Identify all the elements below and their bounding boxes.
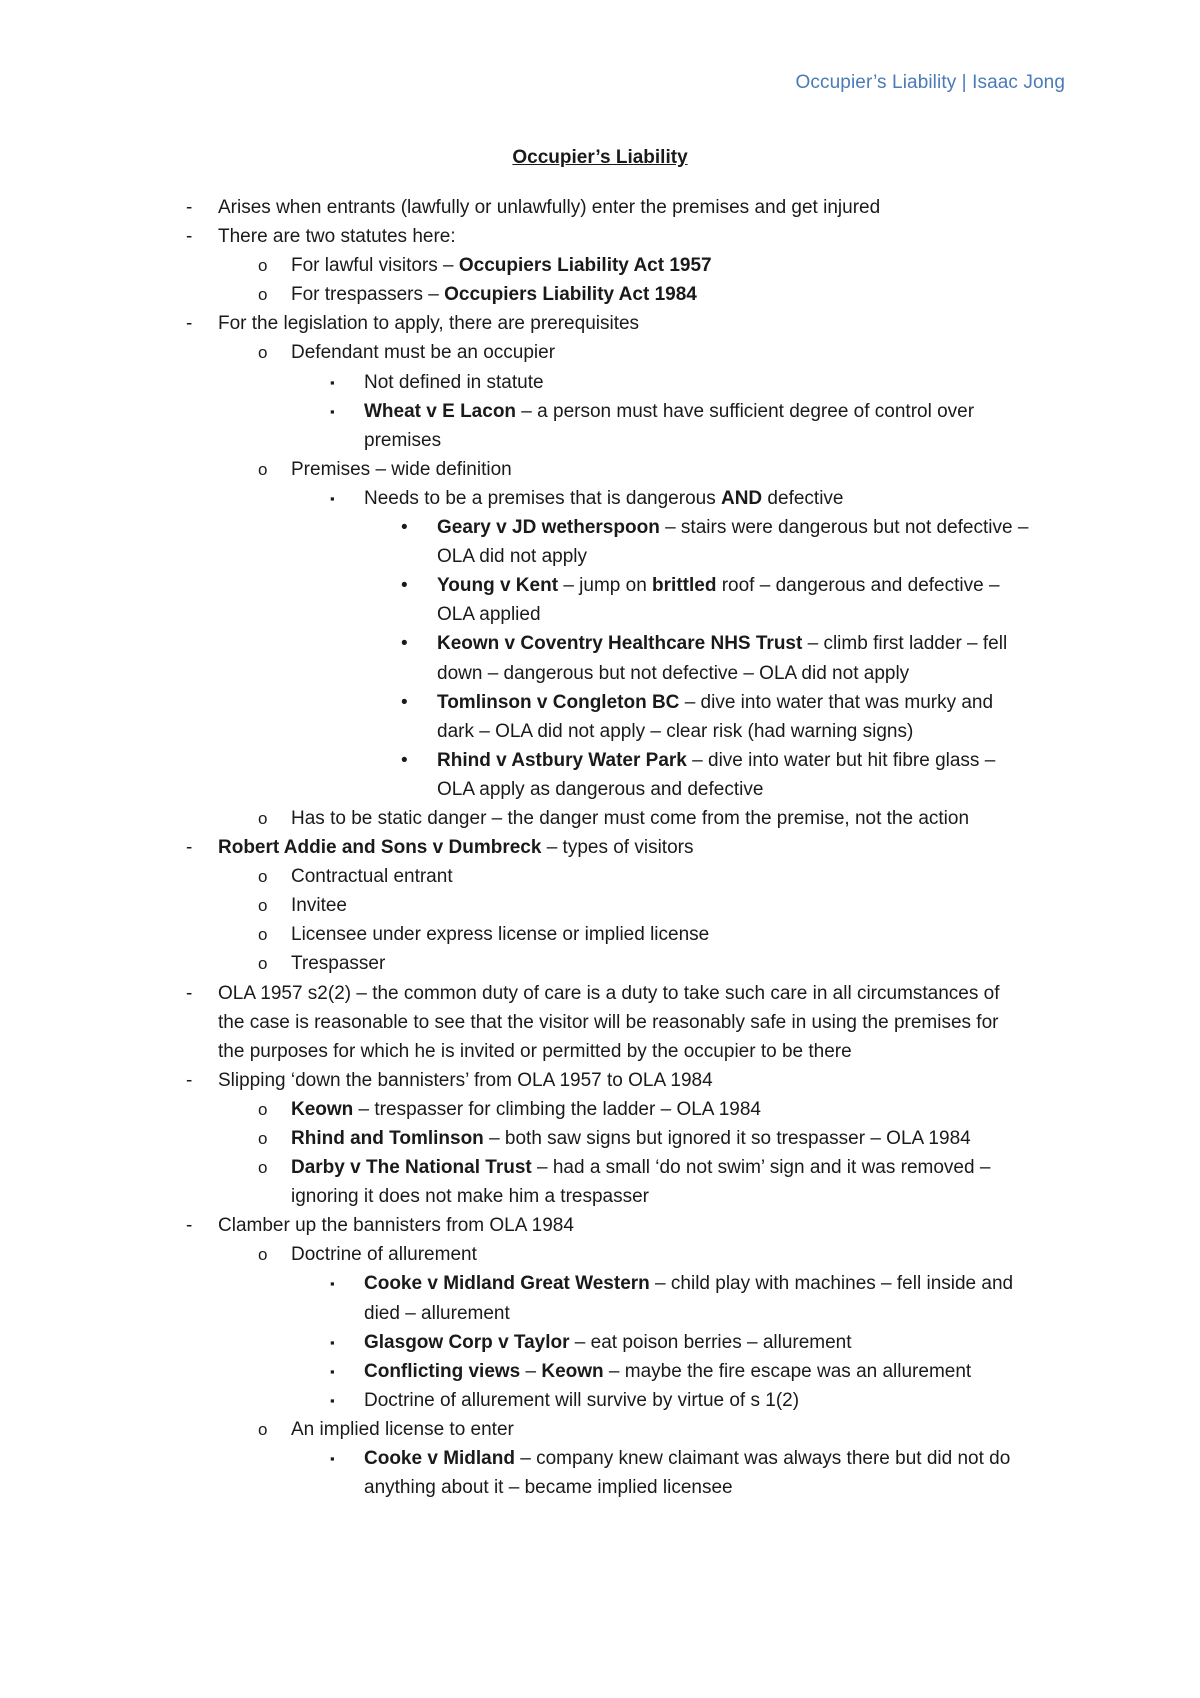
outline-line — [0, 484, 1200, 513]
outline-line — [0, 426, 1200, 455]
line-text — [291, 1415, 514, 1444]
line-text — [218, 979, 1000, 1008]
line-text — [364, 1357, 971, 1386]
line-text — [437, 688, 993, 717]
line-text — [291, 920, 709, 949]
text-run: – dive into water that was murky and — [679, 691, 994, 713]
outline-line — [0, 1211, 1200, 1240]
bullet-marker: ▪ — [330, 403, 335, 419]
bold-text: Geary v JD wetherspoon — [437, 517, 660, 539]
line-text — [218, 193, 880, 222]
line-text — [364, 1386, 799, 1415]
text-run: OLA did not apply — [437, 546, 587, 568]
text-run: Contractual entrant — [291, 866, 453, 888]
text-run: OLA applied — [437, 604, 541, 626]
line-text — [364, 1269, 1013, 1298]
outline-line — [0, 1240, 1200, 1269]
line-text — [437, 717, 913, 746]
line-text — [291, 804, 969, 833]
bullet-marker: o — [258, 1419, 268, 1439]
outline-line — [0, 1328, 1200, 1357]
outline-line — [0, 542, 1200, 571]
text-run: – climb first ladder – fell — [802, 633, 1008, 655]
bullet-marker: o — [258, 925, 268, 945]
text-run: – eat poison berries – allurement — [569, 1331, 852, 1353]
bullet-marker: o — [258, 808, 268, 828]
text-run: – types of visitors — [541, 837, 694, 859]
bullet-marker: - — [186, 313, 193, 335]
line-text — [218, 1211, 574, 1240]
text-run: For lawful visitors – — [291, 255, 459, 277]
line-text — [291, 949, 385, 978]
document-body — [0, 193, 1200, 1502]
line-text — [218, 309, 639, 338]
outline-line — [0, 1066, 1200, 1095]
outline-line — [0, 309, 1200, 338]
text-run: – had a small ‘do not swim’ sign and it was removed – — [531, 1157, 991, 1179]
bullet-marker: - — [186, 226, 193, 248]
bullet-marker: o — [258, 459, 268, 479]
line-text — [437, 775, 763, 804]
bold-text: Darby v The National Trust — [291, 1157, 532, 1179]
bullet-marker: ▪ — [330, 490, 335, 506]
bold-text: Keown v Coventry Healthcare NHS Trust — [437, 633, 803, 655]
outline-line — [0, 571, 1200, 600]
bullet-marker: - — [186, 1215, 193, 1237]
bold-text: Wheat v E Lacon — [364, 400, 517, 422]
text-run: died – allurement — [364, 1302, 510, 1324]
line-text — [218, 222, 456, 251]
outline-line — [0, 1008, 1200, 1037]
outline-line — [0, 804, 1200, 833]
outline-line — [0, 513, 1200, 542]
text-run: For the legislation to apply, there are prerequisites — [218, 313, 640, 335]
outline-line — [0, 1415, 1200, 1444]
line-text — [291, 280, 697, 309]
text-run: Clamber up the bannisters from OLA 1984 — [218, 1215, 574, 1237]
text-run: Doctrine of allurement — [291, 1244, 477, 1266]
line-text — [364, 1299, 510, 1328]
outline-line — [0, 1153, 1200, 1182]
bold-text: Keown — [291, 1098, 354, 1120]
line-text — [291, 1095, 761, 1124]
text-run: Invitee — [291, 895, 347, 917]
text-run: ignoring it does not make him a trespasser — [291, 1186, 650, 1208]
outline-line — [0, 659, 1200, 688]
text-run: – — [520, 1360, 542, 1382]
text-run: – both saw signs but ignored it so trespasser – OLA 1984 — [483, 1128, 971, 1149]
bullet-marker: • — [401, 517, 408, 539]
line-text — [437, 542, 587, 571]
text-run: anything about it – became implied licensee — [364, 1477, 733, 1499]
line-text — [218, 833, 693, 862]
bullet-marker: ▪ — [330, 1392, 335, 1408]
text-run: Not defined in statute — [364, 371, 544, 393]
outline-line — [0, 1299, 1200, 1328]
bullet-marker: ▪ — [330, 1363, 335, 1379]
line-text — [218, 1037, 852, 1066]
line-text — [291, 1153, 990, 1182]
text-run: Licensee under express license or implied license — [291, 924, 710, 946]
text-run: Premises – wide definition — [291, 458, 512, 480]
bold-text: Cooke v Midland — [364, 1448, 515, 1470]
text-run: Defendant must be an occupier — [291, 342, 556, 364]
document-title: Occupier’s Liability — [512, 147, 688, 168]
text-run: Has to be static danger – the danger must come from the premise, not the action — [291, 807, 970, 829]
bullet-marker: o — [258, 867, 268, 887]
line-text — [291, 1124, 971, 1153]
text-run: – jump on — [558, 575, 653, 597]
line-text — [364, 484, 843, 513]
line-text — [437, 746, 995, 775]
bullet-marker: - — [186, 837, 193, 859]
text-run: premises — [364, 429, 442, 451]
bold-text: Tomlinson v Congleton BC — [437, 691, 680, 713]
line-text — [291, 862, 453, 891]
bold-text: Young v Kent — [437, 575, 559, 597]
outline-line — [0, 1357, 1200, 1386]
text-run: An implied license to enter — [291, 1418, 514, 1440]
line-text — [364, 1473, 733, 1502]
outline-line — [0, 1473, 1200, 1502]
bullet-marker: - — [186, 982, 193, 1004]
line-text — [437, 659, 909, 688]
outline-line — [0, 1037, 1200, 1066]
bold-text: Keown — [541, 1360, 604, 1382]
line-text — [291, 455, 512, 484]
text-run: – dive into water but hit fibre glass – — [686, 749, 996, 771]
bullet-marker: o — [258, 285, 268, 305]
line-text — [437, 600, 541, 629]
bold-text: Conflicting views — [364, 1360, 521, 1382]
outline-line — [0, 280, 1200, 309]
line-text — [437, 629, 1007, 658]
line-text — [291, 1182, 649, 1211]
text-run: Doctrine of allurement will survive by virtue of s 1(2) — [364, 1389, 800, 1411]
bullet-marker: • — [401, 691, 408, 713]
line-text — [218, 1008, 998, 1037]
text-run: Arises when entrants (lawfully or unlawfully) enter the premises and get injured — [218, 197, 881, 218]
text-run: Slipping ‘down the bannisters’ from OLA 1957 to OLA 1984 — [218, 1069, 713, 1091]
text-run: OLA 1957 s2(2) – the common duty of care is a duty to take such care in all circumstances of — [218, 982, 1000, 1004]
outline-line — [0, 775, 1200, 804]
outline-line — [0, 920, 1200, 949]
bullet-marker: • — [401, 633, 408, 655]
text-run: the purposes for which he is invited or permitted by the occupier to be there — [218, 1040, 852, 1062]
bold-text: Occupiers Liability Act 1984 — [444, 284, 697, 306]
line-text — [364, 397, 974, 426]
bullet-marker: - — [186, 1069, 193, 1091]
bullet-marker: o — [258, 256, 268, 276]
line-text — [291, 338, 555, 367]
text-run: OLA apply as dangerous and defective — [437, 778, 764, 800]
outline-line — [0, 949, 1200, 978]
outline-line — [0, 397, 1200, 426]
line-text — [364, 368, 544, 397]
outline-line — [0, 1182, 1200, 1211]
bold-text: Glasgow Corp v Taylor — [364, 1331, 570, 1353]
outline-line — [0, 1269, 1200, 1298]
text-run: – company knew claimant was always there but did not do — [514, 1448, 1011, 1470]
bold-text: Cooke v Midland Great Western — [364, 1273, 650, 1295]
outline-line — [0, 338, 1200, 367]
bold-text: Occupiers Liability Act 1957 — [458, 255, 712, 277]
text-run: down – dangerous but not defective – OLA did not apply — [437, 662, 910, 684]
bullet-marker: ▪ — [330, 1276, 335, 1292]
text-run: For trespassers – — [291, 284, 445, 306]
outline-line — [0, 222, 1200, 251]
line-text — [364, 1328, 852, 1357]
line-text — [437, 513, 1028, 542]
outline-line — [0, 688, 1200, 717]
outline-line — [0, 193, 1200, 222]
outline-line — [0, 600, 1200, 629]
page-header: Occupier’s Liability | Isaac Jong — [795, 72, 1065, 93]
outline-line — [0, 891, 1200, 920]
outline-line — [0, 455, 1200, 484]
outline-line — [0, 862, 1200, 891]
outline-line — [0, 1444, 1200, 1473]
line-text — [291, 891, 347, 920]
bullet-marker: o — [258, 1099, 268, 1119]
bold-text: AND — [720, 487, 763, 509]
outline-line — [0, 251, 1200, 280]
text-run: roof – dangerous and defective – — [716, 575, 1000, 597]
text-run: – child play with machines – fell inside and — [649, 1273, 1014, 1295]
bullet-marker: o — [258, 1158, 268, 1178]
text-run: – trespasser for climbing the ladder – OLA 1984 — [353, 1098, 761, 1120]
text-run: dark – OLA did not apply – clear risk (had warning signs) — [437, 720, 914, 742]
text-run: – a person must have sufficient degree of control over — [516, 400, 975, 422]
line-text — [437, 571, 1000, 600]
bold-text: brittled — [652, 575, 717, 597]
line-text — [291, 1240, 477, 1269]
line-text — [364, 426, 441, 455]
bullet-marker: ▪ — [330, 374, 335, 390]
outline-line — [0, 368, 1200, 397]
bullet-marker: o — [258, 1245, 268, 1265]
outline-line — [0, 629, 1200, 658]
line-text — [218, 1066, 713, 1095]
outline-line — [0, 717, 1200, 746]
outline-line — [0, 1386, 1200, 1415]
line-text — [291, 251, 712, 280]
bullet-marker: - — [186, 197, 193, 218]
bullet-marker: • — [401, 749, 408, 771]
outline-line — [0, 979, 1200, 1008]
bold-text: Robert Addie and Sons v Dumbreck — [218, 837, 542, 859]
bullet-marker: o — [258, 1129, 268, 1148]
bullet-marker: ▪ — [330, 1451, 335, 1467]
text-run: – maybe the fire escape was an allurement — [603, 1360, 972, 1382]
outline-line — [0, 833, 1200, 862]
outline-line — [0, 746, 1200, 775]
text-run: Needs to be a premises that is dangerous — [364, 487, 721, 509]
bold-text: Rhind and Tomlinson — [291, 1128, 484, 1149]
text-run: defective — [762, 487, 844, 509]
bullet-marker: o — [258, 954, 268, 974]
line-text — [364, 1444, 1010, 1473]
outline-line — [0, 1124, 1200, 1153]
bullet-marker: • — [401, 575, 408, 597]
bullet-marker: ▪ — [330, 1334, 335, 1350]
text-run: Trespasser — [291, 953, 386, 975]
bold-text: Rhind v Astbury Water Park — [437, 749, 687, 771]
text-run: the case is reasonable to see that the visitor will be reasonably safe in using the premises for — [218, 1011, 999, 1033]
text-run: – stairs were dangerous but not defective – — [659, 517, 1029, 539]
outline-line — [0, 1095, 1200, 1124]
bullet-marker: o — [258, 343, 268, 363]
bullet-marker: o — [258, 896, 268, 916]
text-run: There are two statutes here: — [218, 226, 456, 248]
